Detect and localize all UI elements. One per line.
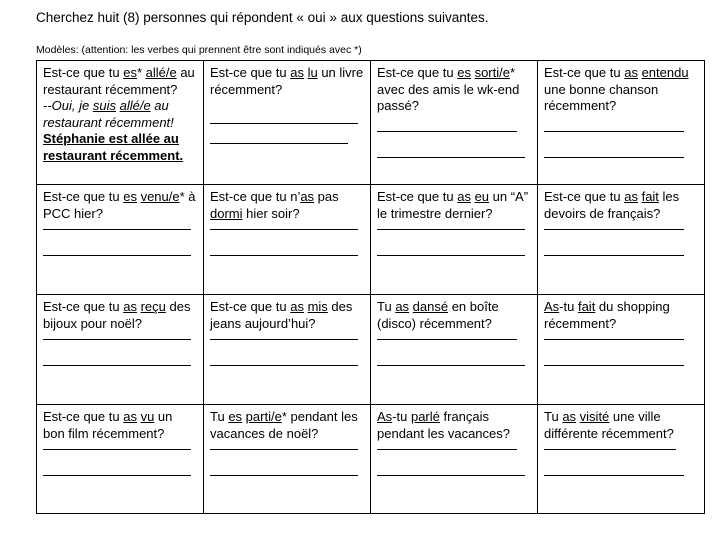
question-cell-3-3: Tu as dansé en boîte (disco) récemment? (371, 295, 538, 405)
model-example-sentence: Stéphanie est allée au restaurant récemment. (43, 131, 184, 163)
model-answer: --Oui, je suis allé/e au restaurant récemment! (43, 98, 174, 130)
models-note: Modèles: (attention: les verbes qui prennent être sont indiqués avec *) (36, 44, 362, 56)
question-cell-3-2: Est-ce que tu as mis des jeans aujourd’hui? (204, 295, 371, 405)
question-cell-3-4: As-tu fait du shopping récemment? (538, 295, 705, 405)
question-cell-2-4: Est-ce que tu as fait les devoirs de français? (538, 185, 705, 295)
answer-line[interactable] (544, 156, 684, 158)
answer-line[interactable] (377, 156, 525, 158)
table-row (37, 185, 705, 295)
answer-line[interactable] (43, 254, 191, 256)
answer-line[interactable] (377, 364, 525, 366)
answer-line[interactable] (544, 364, 684, 366)
table-row (37, 405, 705, 514)
answer-line[interactable] (210, 474, 358, 476)
question-cell-1-2: Est-ce que tu as lu un livre récemment? (204, 61, 371, 185)
answer-line[interactable] (377, 254, 525, 256)
page-title: Cherchez huit (8) personnes qui répondent « oui » aux questions suivantes. (36, 10, 489, 25)
answer-line[interactable] (544, 254, 684, 256)
question-cell-2-3: Est-ce que tu as eu un “A” le trimestre dernier? (371, 185, 538, 295)
question-cell-4-4: Tu as visité une ville différente récemment? (538, 405, 705, 514)
answer-line[interactable] (210, 364, 358, 366)
questions-table (36, 60, 705, 514)
question-cell-3-1: Est-ce que tu as reçu des bijoux pour noël? (37, 295, 204, 405)
question-cell-4-1: Est-ce que tu as vu un bon film récemment? (37, 405, 204, 514)
answer-line[interactable] (43, 474, 191, 476)
question-cell-1-3: Est-ce que tu es sorti/e* avec des amis le wk-end passé? (371, 61, 538, 185)
answer-line[interactable] (544, 474, 684, 476)
table-row (37, 61, 705, 185)
question-cell-2-2: Est-ce que tu n’as pas dormi hier soir? (204, 185, 371, 295)
question-cell-1-4: Est-ce que tu as entendu une bonne chanson récemment? (538, 61, 705, 185)
table-row (37, 295, 705, 405)
answer-line[interactable] (210, 142, 348, 144)
question-cell-4-3: As-tu parlé français pendant les vacances? (371, 405, 538, 514)
question-cell-1-1: Est-ce que tu es* allé/e au restaurant récemment? --Oui, je suis allé/e au restaurant récemment! Stéphanie est allée au restaurant récemment. (37, 61, 204, 185)
answer-line[interactable] (377, 474, 525, 476)
answer-line[interactable] (43, 364, 191, 366)
question-cell-4-2: Tu es parti/e* pendant les vacances de noël? (204, 405, 371, 514)
question-cell-2-1: Est-ce que tu es venu/e* à PCC hier? (37, 185, 204, 295)
answer-line[interactable] (210, 254, 358, 256)
